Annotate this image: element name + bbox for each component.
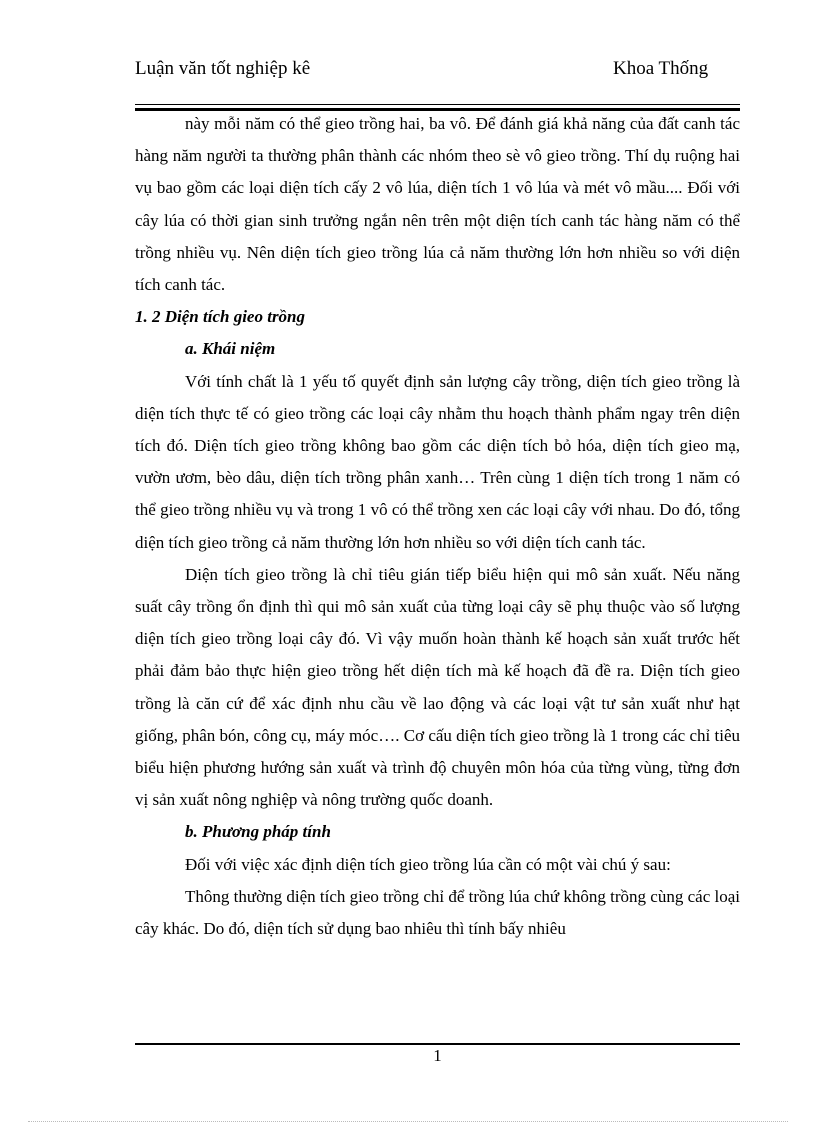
section-heading: 1. 2 Diện tích gieo trồng — [135, 307, 306, 327]
subsection-heading-a: a. Khái niệm — [185, 339, 276, 359]
paragraph-1: này mỗi năm có thể gieo trồng hai, ba vô. Để đánh giá khả năng của đất canh tác hàng năm người ta thường phân thành các nhóm theo sè vô gieo trồng. Thí dụ ruộng hai vụ bao gồm các loại diện tích cấy 2 vô lúa, diện tích 1 vô lúa và mét vô mầu.... Đối với cây lúa có thời gian sinh trưởng ngắn nên trên một diện tích canh tác hàng năm có thể trồng nhiều vụ. Nên diện tích gieo trồng lúa cả năm thường lớn hơn nhiều so với diện tích canh tác. — [135, 114, 740, 295]
paragraph-3: Diện tích gieo trồng là chỉ tiêu gián tiếp biểu hiện qui mô sản xuất. Nếu năng suất cây trồng ổn định thì qui mô sản xuất của từng loại cây sẽ phụ thuộc vào số lượng diện tích gieo trồng loại cây đó. Vì vậy muốn hoàn thành kế hoạch sản xuất trước hết phải đảm bảo thực hiện gieo trồng hết diện tích mà kế hoạch đã đề ra. Diện tích gieo trồng là căn cứ để xác định nhu cầu về lao động và các loại vật tư sản xuất như hạt giống, phân bón, công cụ, máy móc…. Cơ cấu diện tích gieo trồng là 1 trong các chỉ tiêu biểu hiện phương hướng sản xuất và trình độ chuyên môn hóa của từng vùng, từng đơn vị sản xuất nông nghiệp và nông trường quốc doanh. — [135, 564, 740, 810]
page-number: 1 — [433, 1046, 442, 1065]
header-rule-thin — [135, 104, 740, 105]
footer-rule — [135, 1043, 740, 1045]
paragraph-4: Đối với việc xác định diện tích gieo trồng lúa cần có một vài chú ý sau: — [185, 854, 671, 874]
header-title-right: Khoa Thống — [613, 58, 709, 79]
subsection-heading-b: b. Phương pháp tính — [185, 822, 331, 842]
header-title-left: Luận văn tốt nghiệp kê — [135, 58, 311, 79]
paragraph-5: Thông thường diện tích gieo trồng chỉ để trồng lúa chứ không trồng cùng các loại cây khác. Do đó, diện tích sử dụng bao nhiêu thì tính bấy nhiêu — [135, 886, 740, 939]
paragraph-2: Với tính chất là 1 yếu tố quyết định sản lượng cây trồng, diện tích gieo trồng là diện tích thực tế có gieo trồng các loại cây nhằm thu hoạch thành phẩm ngay trên diện tích đó. Diện tích gieo trồng không bao gồm các diện tích bỏ hóa, diện tích gieo mạ, vườn ươm, bèo dâu, diện tích trồng phân xanh… Trên cùng 1 diện tích trong 1 năm có thể gieo trồng nhiều vụ và trong 1 vô có thể trồng xen các loại cây với nhau. Do đó, tổng diện tích gieo trồng cả năm thường lớn hơn nhiều so với diện tích canh tác. — [135, 371, 740, 552]
page-body — [135, 108, 740, 945]
page-bottom-border — [28, 1121, 788, 1122]
